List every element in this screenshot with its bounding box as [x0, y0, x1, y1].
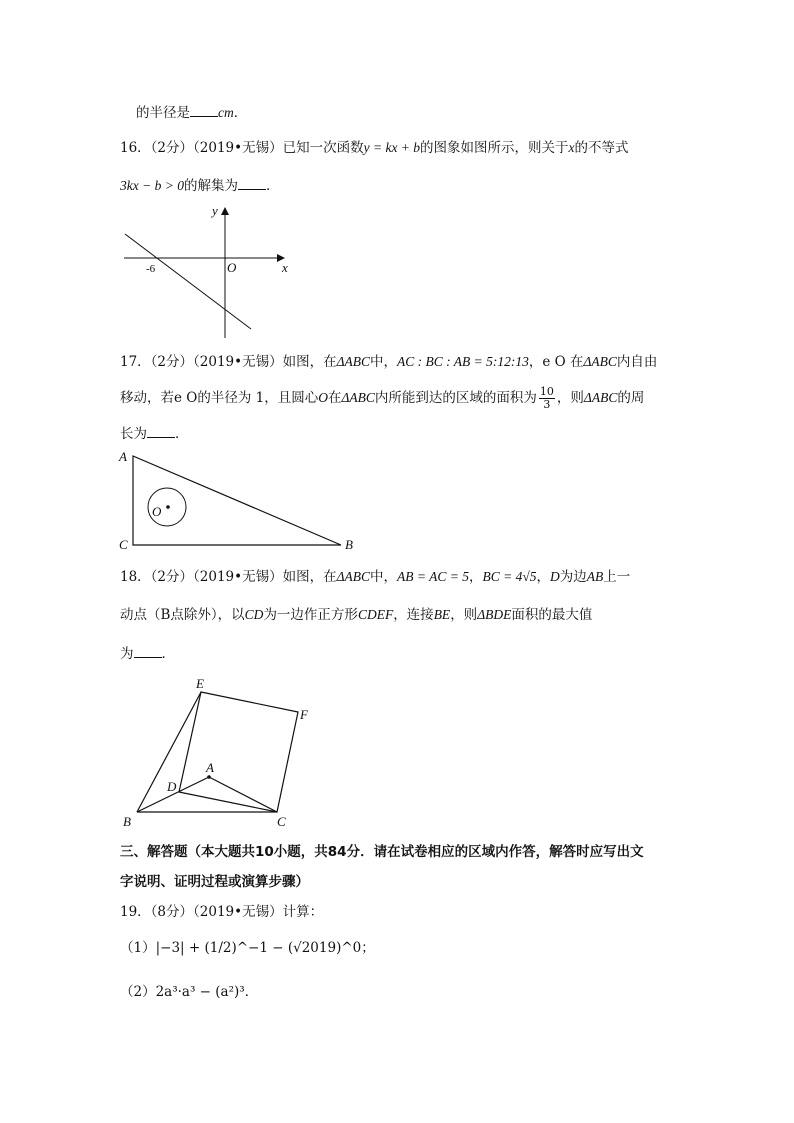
intercept-label: -6 [146, 263, 156, 275]
q18-ab: AB [586, 569, 604, 584]
q18-line2c: ，连接 [393, 607, 434, 623]
q19-part1: （1）|−3| + (1/2)^−1 − (√2019)^0； [120, 940, 375, 956]
label-b: B [345, 537, 353, 552]
q18-eq1: AB = AC = 5 [397, 569, 469, 584]
q15-text: 的半径是 [136, 105, 190, 121]
q17-circ: ，e O 在 [528, 354, 584, 370]
q17-circ2: e O [174, 390, 198, 406]
q17-line2a: 移动，若 [120, 390, 174, 406]
q18-line2a: 动点（B点除外），以 [120, 607, 245, 623]
q18-eq2: BC = 4√5 [482, 569, 537, 584]
q18-line2d: ，则 [450, 607, 478, 623]
q18-mid4: 上一 [603, 569, 631, 585]
q18-d: D [550, 569, 560, 584]
q17-tri: ΔABC [336, 354, 371, 369]
label-o: O [152, 504, 162, 519]
q17-line2e: ，则 [556, 390, 584, 406]
q17-end: ． [175, 426, 189, 442]
q16-head: 16．（2分）（2019•无锡）已知一次函数 [120, 140, 364, 156]
q16-tail2: 的解集为 [183, 178, 238, 194]
x-axis-label: x [282, 260, 288, 275]
q17-o: O [318, 390, 328, 405]
q17-line2c: 在 [328, 390, 342, 406]
label-c: C [119, 537, 128, 552]
q18-cdef: CDEF [357, 607, 394, 622]
q17-tri2: ΔABC [583, 354, 617, 369]
q16-mid: 的图象如图所示，则关于 [420, 140, 569, 156]
label-a: A [119, 449, 127, 464]
q18-mid: 中， [370, 569, 398, 585]
q16-tail: 的不等式 [574, 140, 629, 156]
q18-line2e: 面积的最大值 [511, 607, 593, 623]
label-c: C [277, 814, 286, 829]
q18-bde: ΔBDE [477, 607, 512, 622]
q18-mid3: 为边 [559, 569, 587, 585]
q17-mid: 中， [370, 354, 398, 370]
label-b: B [123, 814, 131, 829]
section3-line1: 三、解答题（本大题共10小题，共84分．请在试卷相应的区域内作答，解答时应写出文 [120, 844, 644, 860]
q18-line3: 为 [120, 646, 134, 662]
q18-cd: CD [244, 607, 264, 622]
segment-ac [209, 777, 277, 812]
label-f: F [300, 707, 308, 722]
q16-end: ． [265, 178, 280, 194]
q16-ineq: 3kx − b > 0 [120, 178, 184, 193]
origin-label: O [227, 260, 237, 275]
q19-part2: （2）2a³·a³ − (a²)³． [120, 984, 259, 1000]
square-cdef [179, 692, 298, 812]
label-e: E [196, 676, 204, 691]
q18-tri: ΔABC [336, 569, 371, 584]
y-axis-label: y [212, 203, 218, 218]
q18-head: 18．（2分）（2019•无锡）如图，在 [120, 569, 337, 585]
q17-line2d: 内所能到达的区域的面积为 [374, 390, 537, 406]
q15-end: ． [233, 105, 248, 121]
q17-line2b: 的半径为 1，且圆心 [197, 390, 319, 406]
q16-var: x [568, 140, 575, 155]
q17-head: 17．（2分）（2019•无锡）如图，在 [120, 354, 337, 370]
q17-line2f: 的周 [617, 390, 645, 406]
q18-comma: ， [469, 569, 483, 585]
point-a [207, 775, 211, 779]
section3-line2: 字说明、证明过程或演算步骤） [120, 874, 309, 890]
q17-ratio: AC : BC : AB = 5:12:13 [397, 354, 529, 369]
label-a: A [206, 760, 214, 775]
q16-func: y = kx + b [363, 140, 421, 155]
q15-unit: cm [218, 105, 234, 120]
q18-end: ． [161, 646, 175, 662]
q17-tri4: ΔABC [583, 390, 618, 405]
q18-be: BE [433, 607, 451, 622]
q17-tri3: ΔABC [341, 390, 375, 405]
q18-mid2: ， [536, 569, 551, 585]
q18-line2b: 为一边作正方形 [263, 607, 358, 623]
label-d: D [167, 779, 177, 794]
q17-mid2: 内自由 [616, 354, 658, 370]
q17-line3: 长为 [120, 426, 147, 442]
q17-fraction: $\frac{10}{3}$ [539, 385, 554, 411]
q19-head: 19．（8分）（2019•无锡）计算： [120, 904, 324, 920]
